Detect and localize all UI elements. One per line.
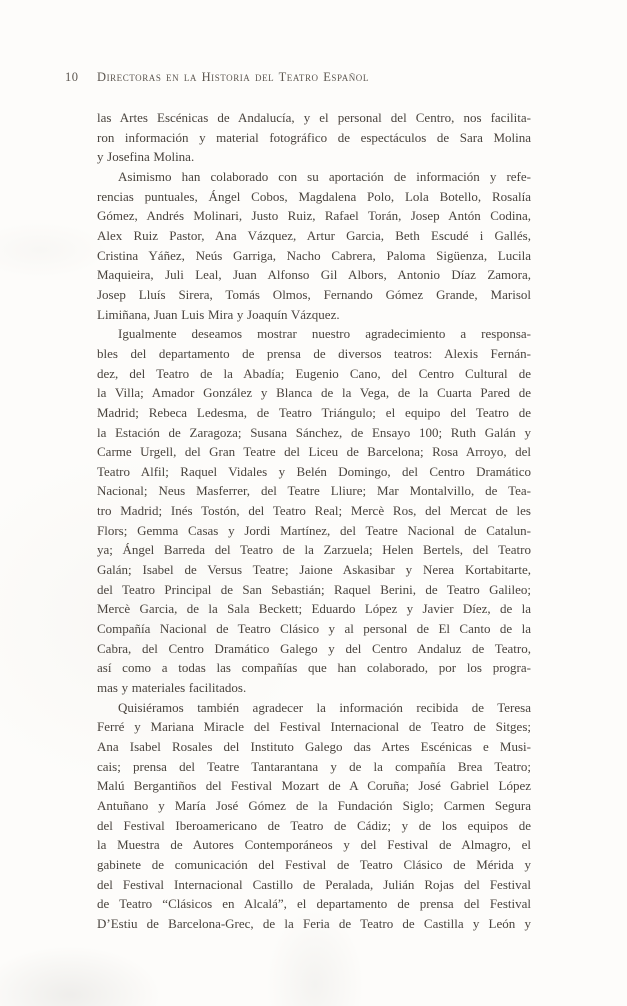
- text-line: y Josefina Molina.: [97, 149, 195, 165]
- text-line: Antuñano y María José Gómez de la Fundación Siglo; Carmen Segura: [97, 797, 531, 813]
- text-line: dez, del Teatro de la Abadía; Eugenio Cano, del Centro Cultural de: [97, 365, 531, 381]
- text-line: cais; prensa del Teatre Tantarantana y de la compañía Brea Teatro;: [97, 758, 531, 774]
- body-text: [97, 108, 531, 934]
- running-title: Directoras en la Historia del Teatro Español: [97, 70, 369, 84]
- text-line: así como a todas las compañías que han colaborado, por los progra-: [97, 660, 531, 676]
- page-header: [65, 70, 531, 85]
- text-line: Igualmente deseamos mostrar nuestro agradecimiento a responsa-: [118, 326, 531, 342]
- text-line: Teatro Alfil; Raquel Vidales y Belén Domingo, del Centro Dramático: [97, 463, 531, 479]
- text-line: D’Estiu de Barcelona-Grec, de la Feria de Teatro de Castilla y León y: [97, 915, 531, 931]
- text-line: Quisiéramos también agradecer la información recibida de Teresa: [118, 699, 531, 715]
- page-number: 10: [65, 70, 79, 84]
- text-line: del Festival Iberoamericano de Teatro de Cádiz; y de los equipos de: [97, 817, 531, 833]
- text-line: Mercè Garcia, de la Sala Beckett; Eduardo López y Javier Díez, de la: [97, 601, 531, 617]
- text-line: gabinete de comunicación del Festival de Teatro Clásico de Mérida y: [97, 856, 531, 872]
- text-line: Compañía Nacional de Teatro Clásico y al personal de El Canto de la: [97, 621, 531, 637]
- text-line: Ana Isabel Rosales del Instituto Galego das Artes Escénicas e Musi-: [97, 739, 531, 754]
- text-line: Malú Bergantiños del Festival Mozart de A Coruña; José Gabriel López: [97, 778, 531, 794]
- text-line: rencias puntuales, Ángel Cobos, Magdalena Polo, Lola Botello, Rosalía: [97, 188, 531, 204]
- text-line: Gómez, Andrés Molinari, Justo Ruiz, Rafael Torán, Josep Antón Codina,: [97, 208, 531, 224]
- text-line: la Villa; Amador González y Blanca de la Vega, de la Cuarta Pared de: [97, 385, 531, 401]
- text-line: Ferré y Mariana Miracle del Festival Internacional de Teatro de Sitges;: [97, 719, 531, 735]
- text-line: tro Madrid; Inés Tostón, del Teatro Real; Mercè Ros, del Mercat de les: [97, 503, 531, 519]
- text-line: mas y materiales facilitados.: [97, 680, 247, 696]
- text-line: Maquieira, Juli Leal, Juan Alfonso Gil Albors, Antonio Díaz Zamora,: [97, 267, 531, 283]
- text-line: Alex Ruiz Pastor, Ana Vázquez, Artur Garcia, Beth Escudé i Gallés,: [97, 227, 531, 243]
- text-line: ya; Ángel Barreda del Teatro de la Zarzuela; Helen Bertels, del Teatro: [97, 542, 531, 558]
- text-line: las Artes Escénicas de Andalucía, y el personal del Centro, nos facilita-: [97, 110, 531, 125]
- text-line: Nacional; Neus Masferrer, del Teatre Lliure; Mar Montalvillo, de Tea-: [97, 483, 531, 499]
- text-line: del Teatro Principal de San Sebastián; Raquel Berini, de Teatro Galileo;: [97, 581, 531, 597]
- text-line: la Muestra de Autores Contemporáneos y del Festival de Almagro, el: [97, 837, 531, 853]
- text-line: Carme Urgell, del Gran Teatre del Liceu de Barcelona; Rosa Arroyo, del: [97, 444, 531, 460]
- text-line: del Festival Internacional Castillo de Peralada, Julián Rojas del Festival: [97, 876, 531, 892]
- text-line: Cabra, del Centro Dramático Galego y del Centro Andaluz de Teatro,: [97, 640, 531, 656]
- text-line: Asimismo han colaborado con su aportación de información y refe-: [118, 168, 531, 184]
- text-line: Josep Lluís Sirera, Tomás Olmos, Fernando Gómez Grande, Marisol: [97, 286, 531, 302]
- text-line: de Teatro “Clásicos en Alcalá”, el departamento de prensa del Festival: [97, 896, 531, 912]
- text-line: Limiñana, Juan Luis Mira y Joaquín Vázquez.: [97, 306, 340, 322]
- text-line: Madrid; Rebeca Ledesma, de Teatro Triángulo; el equipo del Teatro de: [97, 404, 531, 420]
- text-line: bles del departamento de prensa de diversos teatros: Alexis Fernán-: [97, 345, 531, 361]
- text-line: la Estación de Zaragoza; Susana Sánchez, de Ensayo 100; Ruth Galán y: [97, 424, 531, 440]
- text-line: Galán; Isabel de Versus Teatre; Jaione Askasibar y Nerea Kortabitarte,: [97, 562, 531, 578]
- text-line: Cristina Yáñez, Neús Garriga, Nacho Cabrera, Paloma Sigüenza, Lucila: [97, 247, 531, 263]
- text-line: Flors; Gemma Casas y Jordi Martínez, del Teatre Nacional de Catalun-: [97, 522, 531, 538]
- text-line: ron información y material fotográfico de espectáculos de Sara Molina: [97, 129, 531, 145]
